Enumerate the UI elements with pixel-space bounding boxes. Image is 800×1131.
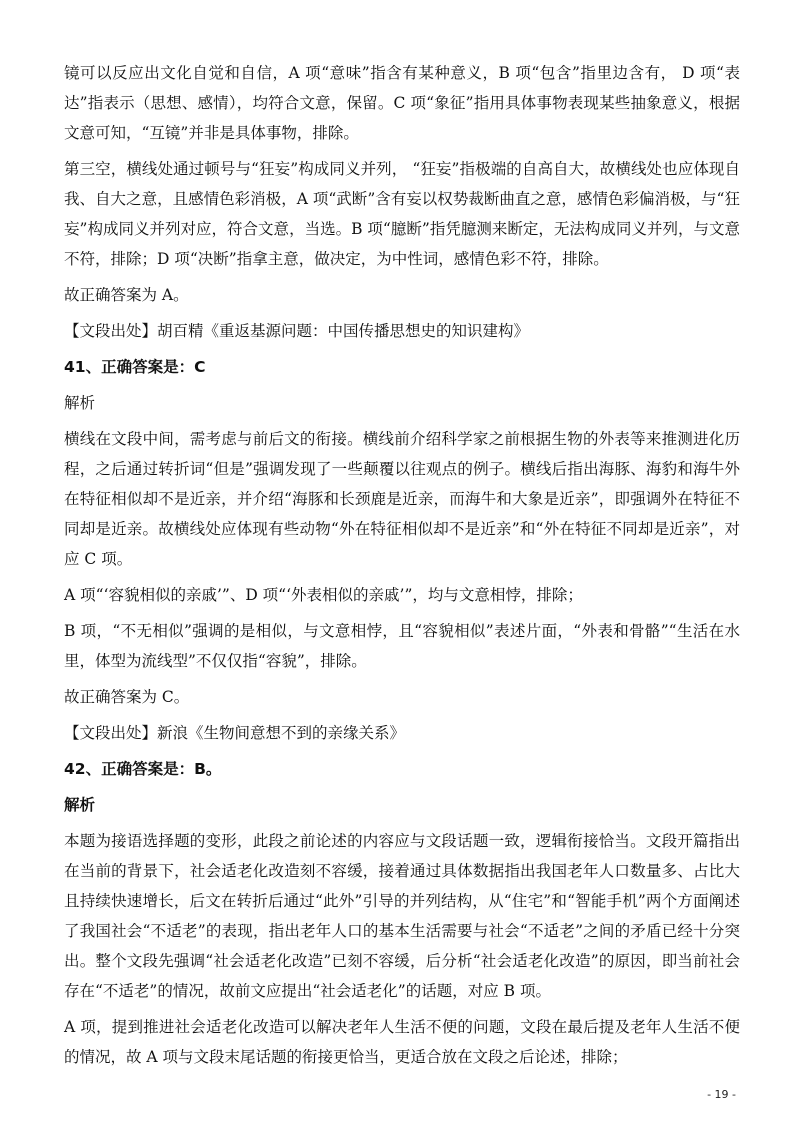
q41-explanation-paragraph-2: A 项“‘容貌相似的亲戚’”、D 项“‘外表相似的亲戚’”，均与文意相悖，排除； xyxy=(64,586,583,604)
q41-explanation-paragraph-1: 横线在文段中间，需考虑与前后文的衔接。横线前介绍科学家之前根据生物的外表等来推测进化历程，之后通过转折词“但是”强调发现了一些颠覆以往观点的例子。横线后指出海豚、海豹和海牛外在特征相似却不是近亲，并介绍“海豚和长颈鹿是近亲，而海牛和大象是近亲”，即强调外在特征不同却是近亲。故横线处应体现有些动物“外在特征相似却不是近亲”和“外在特征不同却是近亲”，对应 C 项。 xyxy=(64,430,740,568)
q42-explanation-paragraph-1: 本题为接语选择题的变形，此段之前论述的内容应与文段话题一致，逻辑衔接恰当。文段开篇指出在当前的背景下，社会适老化改造刻不容缓，接着通过具体数据指出我国老年人口数量多、占比大且持续快速增长，后文在转折后通过“此外”引导的并列结构，从“住宅”和“智能手机”两个方面阐述了我国社会“不适老”的表现，指出老年人口的基本生活需要与社会“不适老”之间的矛盾已经十分突出。整个文段先强调“社会适老化改造”已刻不容缓，后分析“社会适老化改造”的原因，即当前社会存在“不适老”的情况，故前文应提出“社会适老化”的话题，对应 B 项。 xyxy=(64,832,740,1000)
q42-heading: 42、正确答案是：B。 xyxy=(64,760,222,778)
q41-heading: 41、正确答案是：C xyxy=(64,358,206,376)
q41-explanation-paragraph-3: B 项，“不无相似”强调的是相似，与文意相悖，且“容貌相似”表述片面，“外表和骨骼”“生活在水里，体型为流线型”不仅仅指“容貌”，排除。 xyxy=(64,622,740,670)
q41-analysis-label: 解析 xyxy=(64,394,96,412)
q40-explanation-paragraph-1: 镜可以反应出文化自觉和自信，A 项“意味”指含有某种意义，B 项“包含”指里边含有， D 项“表达”指表示（思想、感情），均符合文意，保留。C 项“象征”指用具体事物表现某些抽象意义，根据文意可知，“互镜”并非是具体事物，排除。 xyxy=(64,64,740,142)
q42-explanation-paragraph-2: A 项，提到推进社会适老化改造可以解决老年人生活不便的问题，文段在最后提及老年人生活不便的情况，故 A 项与文段末尾话题的衔接更恰当，更适合放在文段之后论述，排除； xyxy=(64,1018,740,1066)
document-page xyxy=(64,58,740,1078)
q40-source: 【文段出处】胡百精《重返基源问题：中国传播思想史的知识建构》 xyxy=(64,322,530,340)
q41-source: 【文段出处】新浪《生物间意想不到的亲缘关系》 xyxy=(64,724,406,742)
q41-answer: 故正确答案为 C。 xyxy=(64,688,190,706)
q42-analysis-label: 解析 xyxy=(64,796,96,814)
q40-answer: 故正确答案为 A。 xyxy=(64,286,189,304)
page-number: - 19 - xyxy=(707,1088,736,1101)
q40-explanation-paragraph-2: 第三空，横线处通过顿号与“狂妄”构成同义并列， “狂妄”指极端的自高自大，故横线处也应体现自我、自大之意，且感情色彩消极，A 项“武断”含有妄以权势裁断曲直之意，感情色彩偏消极，与“狂妄”构成同义并列对应，符合文意，当选。B 项“臆断”指凭臆测来断定，无法构成同义并列，与文意不符，排除；D 项“决断”指拿主意，做决定，为中性词，感情色彩不符，排除。 xyxy=(64,160,740,268)
